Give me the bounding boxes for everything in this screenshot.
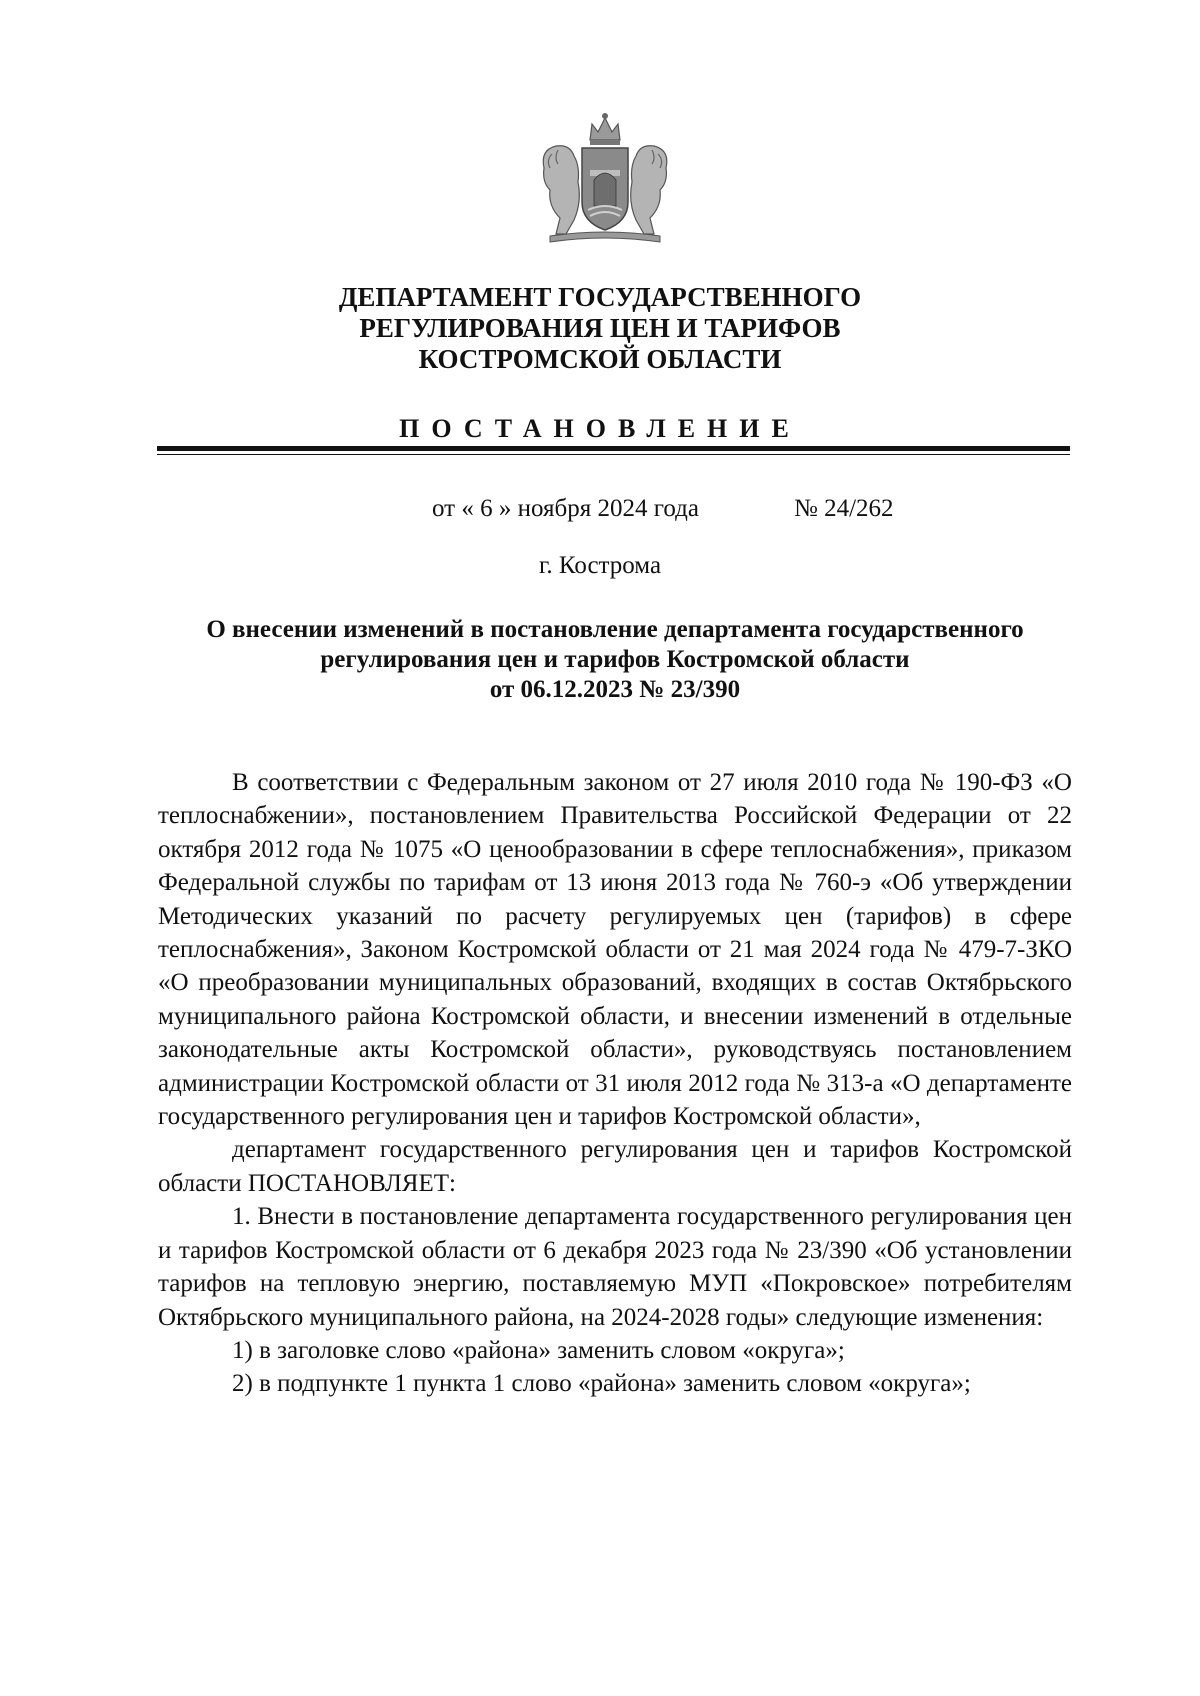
department-line-3: КОСТРОМСКОЙ ОБЛАСТИ <box>418 344 782 374</box>
document-heading <box>160 615 1070 705</box>
subitem-2-paragraph: 2) в подпункте 1 пункта 1 слово «района» заменить словом «округа»; <box>232 1370 971 1398</box>
coat-of-arms-emblem <box>530 110 680 246</box>
header-divider-thin <box>157 454 1070 455</box>
heading-line-3: от 06.12.2023 № 23/390 <box>489 676 741 703</box>
subitem-1-paragraph: 1) в заголовке слово «района» заменить словом «округа»; <box>232 1336 845 1364</box>
department-line-1: ДЕПАРТАМЕНТ ГОСУДАРСТВЕННОГО <box>338 282 862 312</box>
resolves-paragraph: департамент государственного регулирования цен и тарифов Костромской области ПОСТАНОВЛЯЕТ: <box>158 1136 1072 1197</box>
department-name <box>200 282 1000 375</box>
document-body <box>158 766 1072 1401</box>
document-date: от « 6 » ноября 2024 года <box>432 495 699 522</box>
document-number: № 24/262 <box>794 495 894 522</box>
item-1-paragraph: 1. Внести в постановление департамента государственного регулирования цен и тарифов Костромской области от 6 декабря 2023 года № 23/390 «Об установлении тарифов на тепловую энергию, поставляемую МУП «Покровское» потребителям Октябрьского муниципального района, на 2024-2028 годы» следующие изменения: <box>158 1203 1072 1331</box>
heading-line-1: О внесении изменений в постановление департамента государственного <box>206 616 1024 643</box>
document-type-title: ПОСТАНОВЛЕНИЕ <box>399 414 801 443</box>
document-city: г. Кострома <box>538 552 662 579</box>
heading-line-2: регулирования цен и тарифов Костромской области <box>320 646 910 673</box>
preamble-paragraph: В соответствии с Федеральным законом от 27 июля 2010 года № 190-ФЗ «О теплоснабжении», постановлением Правительства Российской Федерации от 22 октября 2012 года № 1075 «О ценообразовании в сфере теплоснабжения», приказом Федеральной службы по тарифам от 13 июня 2013 года № 760-э «Об утверждении Методических указаний по расчету регулируемых цен (тарифов) в сфере теплоснабжения», Законом Костромской области от 21 мая 2024 года № 479-7-ЗКО «О преобразовании муниципальных образований, входящих в состав Октябрьского муниципального района Костромской области, и внесении изменений в отдельные законодательные акты Костромской области», руководствуясь постановлением администрации Костромской области от 31 июля 2012 года № 313-а «О департаменте государственного регулирования цен и тарифов Костромской области», <box>158 769 1072 1131</box>
department-line-2: РЕГУЛИРОВАНИЯ ЦЕН И ТАРИФОВ <box>359 313 841 343</box>
header-divider-thick <box>157 446 1070 451</box>
